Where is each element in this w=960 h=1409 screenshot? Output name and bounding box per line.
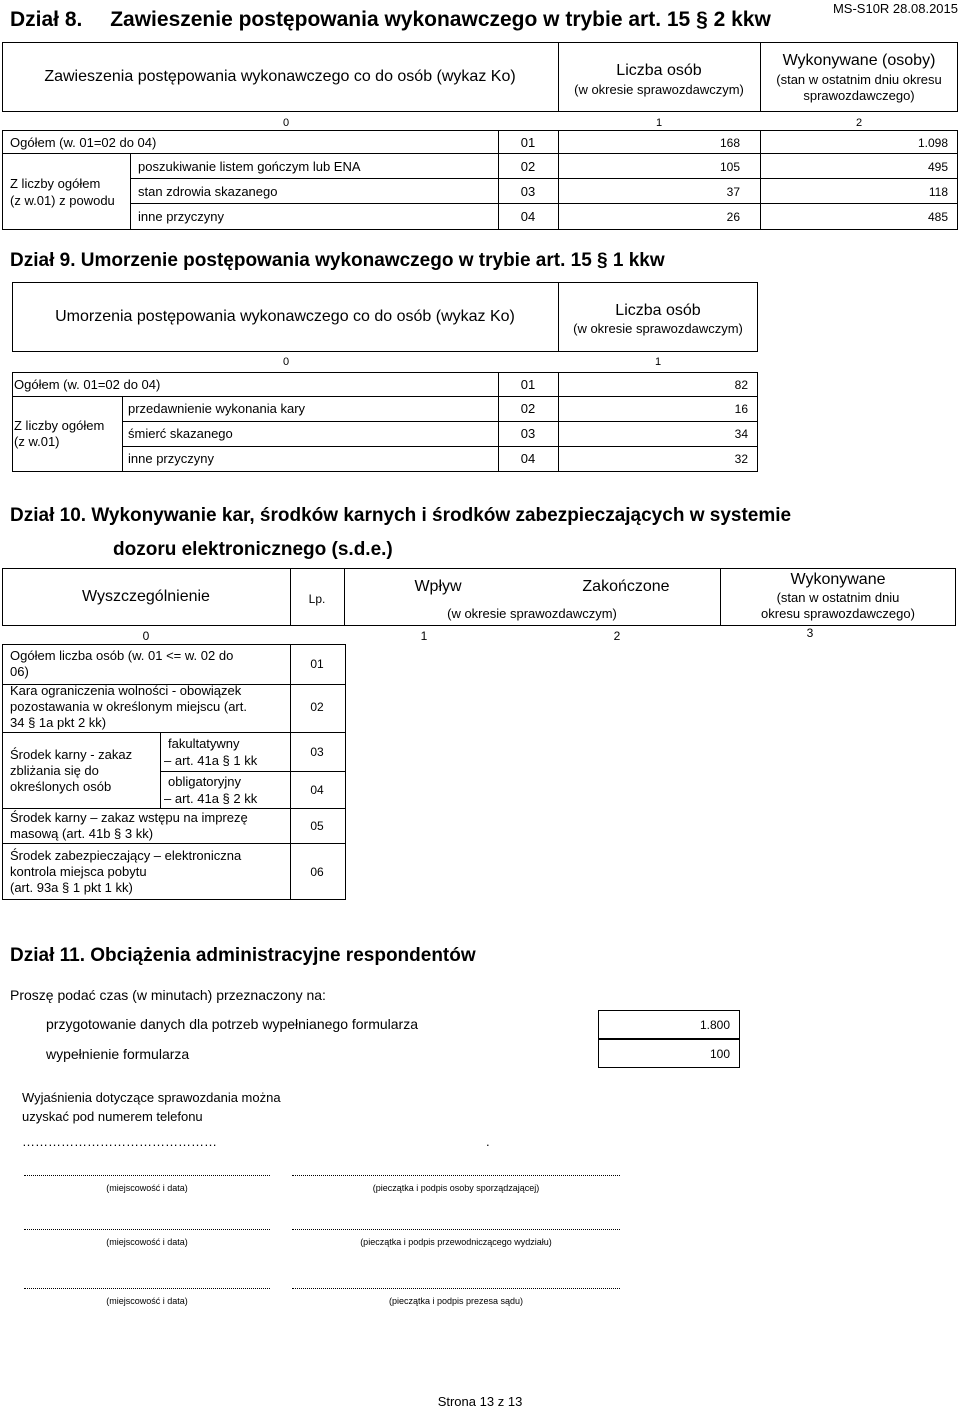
paragraph-sign: §	[696, 8, 708, 31]
s8-col-desc: Zawieszenia postępowania wykonawczego co do osób (wykaz Ko)	[44, 68, 516, 85]
s8-col1-title: Liczba osób	[616, 62, 702, 79]
s8-row-v1: 26	[726, 210, 740, 224]
s10-r6-text: kontrola miejsca pobytu	[10, 864, 147, 879]
s9-col-desc: Umorzenia postępowania wykonawczego co do osób (wykaz Ko)	[55, 308, 515, 325]
s8-row-no: 02	[520, 159, 536, 174]
signature-line	[24, 1288, 270, 1289]
s9-idx1: 1	[654, 356, 662, 368]
sig-label-2: (pieczątka i podpis przewodniczącego wydziału)	[360, 1237, 552, 1247]
s11-row1-value: 1.800	[699, 1018, 730, 1032]
section-10-heading-line2: dozoru elektronicznego (s.d.e.)	[113, 539, 393, 560]
s8-row-v2: 485	[927, 210, 948, 224]
s8-group-label1: Z liczby ogółem	[10, 176, 101, 191]
s10-r4-text: obligatoryjny	[168, 774, 241, 789]
s11-row2-label: wypełnienie formularza	[46, 1046, 190, 1062]
signature-line	[24, 1229, 270, 1230]
s9-row-label: inne przyczyny	[128, 451, 214, 466]
s10-col12-sub: (w okresie sprawozdawczym)	[447, 606, 617, 621]
signature-line	[24, 1175, 270, 1176]
s10-r34-group: Środek karny - zakaz	[10, 747, 133, 762]
s8-row-label: poszukiwanie listem gończym lub ENA	[138, 159, 361, 174]
s10-idx1: 1	[420, 629, 428, 643]
s9-row-no: 03	[520, 426, 536, 441]
s10-r3-no: 03	[310, 745, 324, 759]
s8-col2-title: Wykonywane (osoby)	[782, 52, 936, 69]
signature-line	[292, 1175, 620, 1176]
s10-r6-text: Środek zabezpieczający – elektroniczna	[10, 848, 242, 863]
s9-row-v1: 34	[734, 427, 748, 441]
s11-row1-label: przygotowanie danych dla potrzeb wypełnianego formularza	[46, 1016, 418, 1032]
s10-r2-text: Kara ograniczenia wolności - obowiązek	[10, 683, 242, 698]
s8-row-no: 03	[520, 184, 536, 199]
s8-row-no: 04	[520, 209, 536, 224]
s10-r1-text: Ogółem liczba osób (w. 01 <= w. 02 do	[10, 648, 234, 663]
footer-phone-dot: .	[486, 1134, 490, 1149]
section-8-title: Zawieszenie postępowania wykonawczego w trybie art. 15	[110, 8, 691, 31]
s10-r6-no: 06	[310, 865, 324, 879]
s9-row-label: przedawnienie wykonania kary	[128, 401, 306, 416]
s10-col-lp: Lp.	[308, 592, 326, 606]
s10-r2-no: 02	[310, 700, 324, 714]
s8-row-label: inne przyczyny	[138, 209, 224, 224]
footer-info-line1: Wyjaśnienia dotyczące sprawozdania można	[22, 1090, 281, 1105]
s10-col3-title: Wykonywane	[790, 571, 886, 588]
section-8-heading	[10, 8, 771, 32]
s10-idx0: 0	[142, 629, 150, 643]
s10-r34-group: określonych osób	[10, 779, 112, 794]
page-prefix: Strona	[437, 1394, 476, 1409]
section-9-heading: Dział 9. Umorzenie postępowania wykonawczego w trybie art. 15 § 1 kkw	[10, 250, 665, 271]
section-10-heading: Dział 10. Wykonywanie kar, środków karnych i środków zabezpieczających w systemie	[10, 505, 792, 526]
s10-r4-no: 04	[310, 783, 324, 797]
sig-label-3: (pieczątka i podpis prezesa sądu)	[388, 1296, 524, 1306]
footer-info-line2: uzyskać pod numerem telefonu	[22, 1109, 203, 1124]
s10-r3-text: fakultatywny	[168, 736, 240, 751]
s10-idx2: 2	[613, 629, 621, 643]
s8-row-v2: 118	[928, 185, 948, 199]
place-date-label: (miejscowość i data)	[106, 1237, 188, 1247]
s8-row-v1: 37	[726, 185, 740, 199]
s8-col2-sub1: (stan w ostatnim dniu okresu	[776, 72, 942, 87]
s10-r34-group: zbliżania się do	[10, 763, 99, 778]
s10-r6-text: (art. 93a § 1 pkt 1 kk)	[10, 880, 133, 895]
footer-phone-dots: ………………………………………	[22, 1134, 217, 1149]
s10-r5-text: masową (art. 41b § 3 kk)	[10, 826, 154, 841]
place-date-label: (miejscowość i data)	[106, 1296, 188, 1306]
s8-row-label: stan zdrowia skazanego	[138, 184, 278, 199]
s10-col2: Zakończone	[582, 578, 670, 595]
sig-label-1: (pieczątka i podpis osoby sporządzającej)	[372, 1183, 540, 1193]
s10-idx3: 3	[806, 626, 814, 640]
page-total: 13	[507, 1394, 523, 1409]
s9-total-no: 01	[520, 377, 536, 392]
s11-row2-value: 100	[709, 1047, 730, 1061]
s10-r3-text: – art. 41a § 1 kk	[164, 753, 258, 768]
s10-r5-text: Środek karny – zakaz wstępu na imprezę	[10, 810, 248, 825]
page-of: z	[497, 1394, 505, 1409]
section-8-number: Dział 8.	[10, 8, 83, 31]
s10-r2-text: pozostawania w określonym miejscu (art.	[10, 699, 247, 714]
page-current: 13	[479, 1394, 495, 1409]
section-11-heading: Dział 11. Obciążenia administracyjne respondentów	[10, 945, 476, 966]
signature-line	[292, 1288, 620, 1289]
s9-row-v1: 16	[734, 402, 748, 416]
s8-total-no: 01	[520, 135, 536, 150]
section-8-title-tail: 2 kkw	[713, 8, 771, 31]
s8-total-v1: 168	[719, 136, 740, 150]
s10-col3-sub1: (stan w ostatnim dniu	[776, 590, 900, 605]
s10-col-desc: Wyszczególnienie	[82, 588, 210, 605]
s9-group-label1: Z liczby ogółem	[14, 418, 105, 433]
s9-row-label: śmierć skazanego	[128, 426, 233, 441]
page-number	[0, 1394, 960, 1409]
s11-intro: Proszę podać czas (w minutach) przeznaczony na:	[10, 987, 326, 1003]
s8-row-v1: 105	[719, 160, 740, 174]
s9-row-no: 02	[520, 401, 536, 416]
s9-row-v1: 32	[734, 452, 748, 466]
s9-row-no: 04	[520, 451, 536, 466]
form-id: MS-S10R 28.08.2015	[832, 1, 958, 16]
signature-line	[292, 1229, 620, 1230]
s8-total-label: Ogółem (w. 01=02 do 04)	[10, 135, 157, 150]
s8-total-v2: 1.098	[917, 136, 948, 150]
s9-total-v1: 82	[734, 378, 748, 392]
s8-idx2: 2	[855, 117, 863, 129]
s9-idx0: 0	[282, 356, 290, 368]
s8-group-label2: (z w.01) z powodu	[10, 193, 115, 208]
s10-r4-text: – art. 41a § 2 kk	[164, 791, 258, 806]
s9-col1-sub: (w okresie sprawozdawczym)	[573, 321, 743, 336]
s9-group-label2: (z w.01)	[14, 434, 60, 449]
s8-col2-sub2: sprawozdawczego)	[803, 88, 915, 103]
s9-col1-title: Liczba osób	[615, 302, 701, 319]
s8-row-v2: 495	[927, 160, 948, 174]
s10-r2-text: 34 § 1a pkt 2 kk)	[10, 715, 107, 730]
s8-col1-sub: (w okresie sprawozdawczym)	[574, 82, 744, 97]
s9-total-label: Ogółem (w. 01=02 do 04)	[14, 377, 161, 392]
s10-col1: Wpływ	[414, 578, 462, 595]
place-date-label: (miejscowość i data)	[106, 1183, 188, 1193]
s8-idx1: 1	[655, 117, 663, 129]
s8-idx0: 0	[282, 117, 290, 129]
s10-r1-no: 01	[310, 657, 324, 671]
s10-r5-no: 05	[310, 819, 324, 833]
s10-r1-text: 06)	[10, 664, 29, 679]
s10-col3-sub2: okresu sprawozdawczego)	[761, 606, 915, 621]
